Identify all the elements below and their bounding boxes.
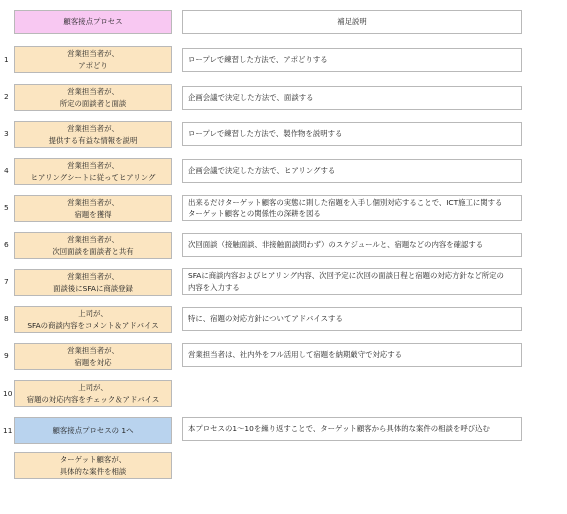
step-note-text: 次回面談（接触面談、非接触面談問わず）のスケジュールと、宿題などの内容を確認する xyxy=(188,240,484,250)
process-step xyxy=(14,343,172,370)
step-number: 5 xyxy=(4,203,9,212)
step-number: 3 xyxy=(4,129,9,138)
step-note-text: ロープレで練習した方法で、アポどりする xyxy=(188,55,328,65)
step-number: 6 xyxy=(4,240,9,249)
process-step-label: 顧客接点プロセスの 1へ xyxy=(52,425,134,435)
header-notes xyxy=(182,10,522,34)
step-number: 11 xyxy=(3,426,13,435)
outcome-step xyxy=(14,452,172,479)
step-note xyxy=(182,307,522,331)
process-step xyxy=(14,306,172,333)
step-number: 2 xyxy=(4,92,9,101)
step-number: 9 xyxy=(4,351,9,360)
step-note xyxy=(182,268,522,295)
process-step-label: ターゲット顧客が、 具体的な案件を相談 xyxy=(59,455,127,476)
step-number: 4 xyxy=(4,166,9,175)
process-step-label: 上司が、 SFAの商談内容をコメント＆アドバイス xyxy=(27,309,159,330)
step-note xyxy=(182,195,522,221)
step-note xyxy=(182,48,522,72)
header-notes-label: 補足説明 xyxy=(337,17,367,27)
process-step xyxy=(14,232,172,259)
step-note-text: ロープレで練習した方法で、製作物を説明する xyxy=(188,129,343,139)
step-note-text: SFAに商談内容およびヒアリング内容、次回予定に次回の面談日程と宿題の対応方針など所定の 内容を入力する xyxy=(188,271,504,292)
process-step-label: 営業担当者が、 提供する有益な情報を説明 xyxy=(48,124,138,145)
process-step xyxy=(14,46,172,73)
process-step-label: 営業担当者が、 所定の面談者と面談 xyxy=(59,87,127,108)
process-step xyxy=(14,269,172,296)
process-step-label: 営業担当者が、 宿題を対応 xyxy=(67,346,119,367)
step-number: 7 xyxy=(4,277,9,286)
step-number: 10 xyxy=(3,389,13,398)
process-step xyxy=(14,380,172,407)
step-note-text: 特に、宿題の対応方針についてアドバイスする xyxy=(188,314,343,324)
step-note xyxy=(182,343,522,367)
process-step xyxy=(14,158,172,185)
step-note-text: 企画会議で決定した方法で、面談する xyxy=(188,93,314,103)
step-note-text: 出来るだけターゲット顧客の実態に則した宿題を入手し個別対応することで、ICT施工に関する ターゲット顧客との関係性の深耕を図る xyxy=(188,197,503,218)
step-note-text: 本プロセスの1～10を繰り返すことで、ターゲット顧客から具体的な案件の相談を呼び込む xyxy=(188,424,490,434)
process-step xyxy=(14,84,172,111)
process-step xyxy=(14,121,172,148)
step-note xyxy=(182,86,522,110)
step-number: 1 xyxy=(4,55,9,64)
header-process xyxy=(14,10,172,34)
step-note-text: 営業担当者は、社内外をフル活用して宿題を納期厳守で対応する xyxy=(188,350,403,360)
process-step-label: 営業担当者が、 面談後にSFAに商談登録 xyxy=(53,272,133,293)
process-step-label: 営業担当者が、 アポどり xyxy=(67,49,119,70)
process-step-label: 営業担当者が、 ヒアリングシートに従ってヒアリング xyxy=(30,161,156,182)
step-note-text: 企画会議で決定した方法で、ヒアリングする xyxy=(188,166,336,176)
step-number: 8 xyxy=(4,314,9,323)
step-note xyxy=(182,233,522,257)
process-step-label: 上司が、 宿題の対応内容をチェック＆アドバイス xyxy=(26,383,160,404)
process-step xyxy=(14,195,172,222)
step-note xyxy=(182,159,522,183)
process-step-label: 営業担当者が、 次回面談を面談者と共有 xyxy=(52,235,134,256)
process-step-label: 営業担当者が、 宿題を獲得 xyxy=(67,198,119,219)
step-note xyxy=(182,122,522,146)
step-note xyxy=(182,417,522,441)
loop-back-step xyxy=(14,417,172,444)
header-process-label: 顧客接点プロセス xyxy=(63,17,123,27)
